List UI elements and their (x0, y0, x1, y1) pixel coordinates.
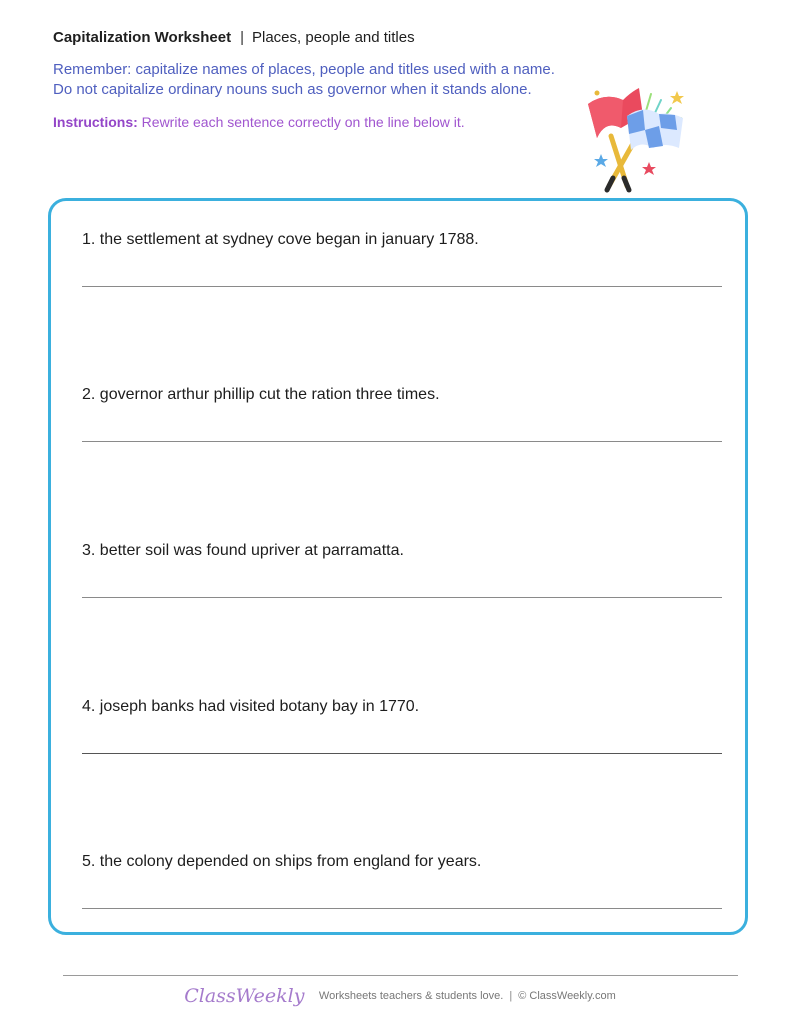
worksheet-title: Capitalization Worksheet (53, 29, 232, 46)
question-3 (82, 541, 722, 561)
footer-copyright: © ClassWeekly.com (518, 990, 616, 1002)
footer-separator: | (509, 990, 513, 1002)
reminder-text: Remember: capitalize names of places, people and titles used with a name. Do not capitalize ordinary nouns such as governor when it stands alone. (53, 61, 555, 98)
title-separator: | (240, 29, 244, 46)
answer-line[interactable] (82, 597, 722, 598)
brand-logo: ClassWeekly (184, 985, 305, 1007)
instructions (53, 113, 573, 131)
question-prompt: 3. better soil was found upriver at parramatta. (82, 542, 404, 559)
footer-tagline: Worksheets teachers & students love. (318, 990, 504, 1002)
footer-tagline-group (319, 990, 616, 1002)
worksheet-header (53, 28, 573, 131)
answer-line[interactable] (82, 441, 722, 442)
footer-divider (63, 975, 738, 976)
instructions-label: Instructions: (53, 114, 138, 130)
question-5 (82, 852, 722, 872)
question-prompt: 1. the settlement at sydney cove began in january 1788. (82, 231, 479, 248)
question-2 (82, 385, 722, 405)
answer-line[interactable] (82, 908, 722, 909)
footer (0, 985, 800, 1007)
worksheet-subtitle: Places, people and titles (252, 29, 415, 46)
title-line (53, 28, 573, 48)
answer-line[interactable] (82, 753, 722, 754)
crossed-flags-icon (583, 82, 693, 194)
question-4 (82, 697, 722, 717)
question-prompt: 5. the colony depended on ships from england for years. (82, 853, 482, 870)
instructions-text: Rewrite each sentence correctly on the line below it. (141, 114, 465, 130)
question-prompt: 4. joseph banks had visited botany bay in 1770. (82, 698, 420, 715)
answer-line[interactable] (82, 286, 722, 287)
question-prompt: 2. governor arthur phillip cut the ration three times. (82, 386, 440, 403)
question-1 (82, 230, 722, 250)
questions-card (48, 198, 748, 935)
